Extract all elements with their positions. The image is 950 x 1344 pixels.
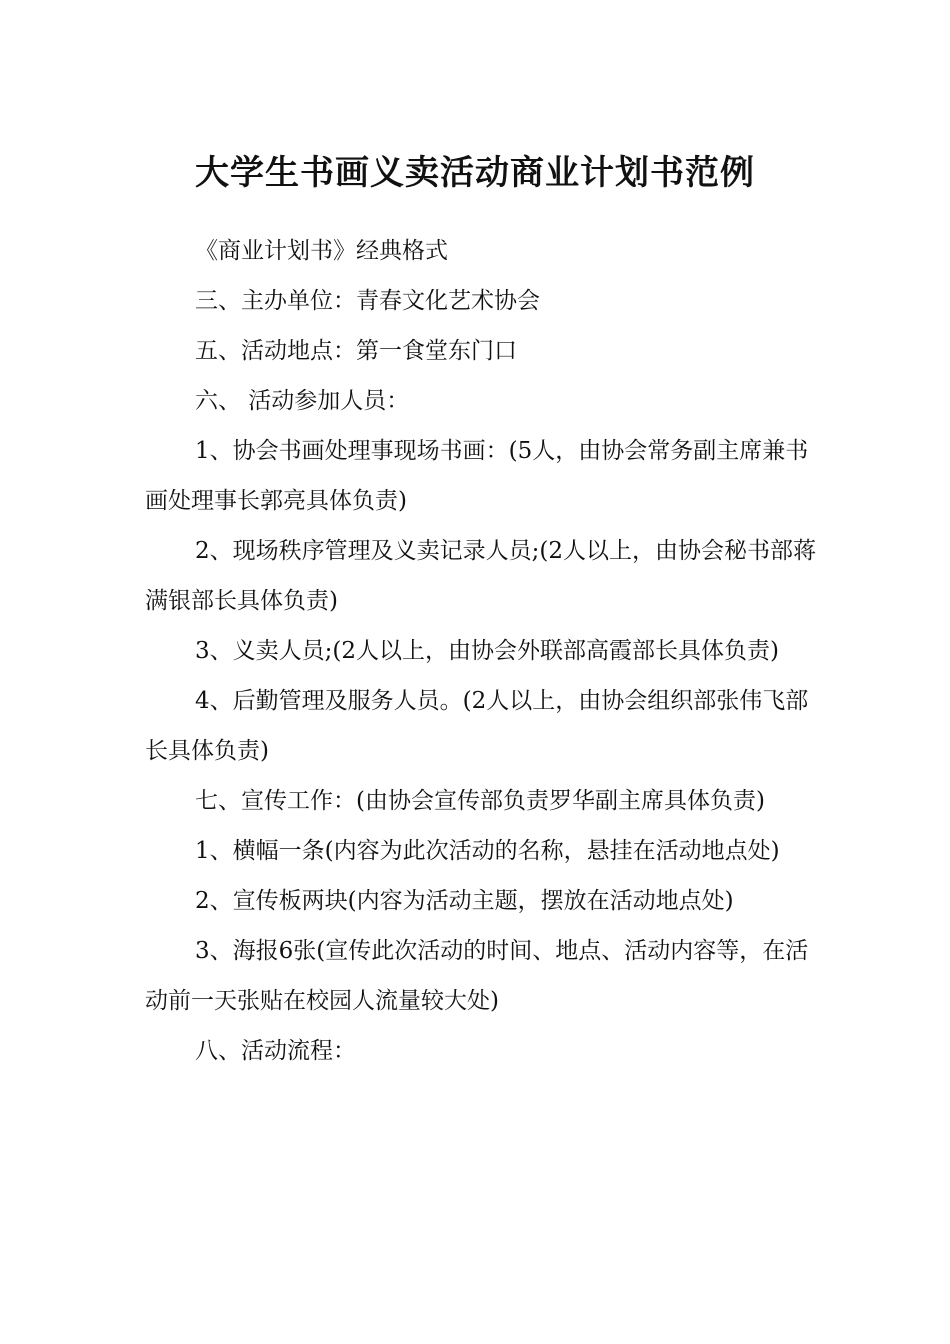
document-title: 大学生书画义卖活动商业计划书范例 <box>195 152 755 193</box>
paragraph-participant-3: 3、义卖人员;(2人以上，由协会外联部高霞部长具体负责) <box>195 638 779 664</box>
paragraph-venue: 五、活动地点：第一食堂东门口 <box>195 338 517 364</box>
paragraph-participant-2: 2、现场秩序管理及义卖记录人员;(2人以上，由协会秘书部蒋满银部长具体负责) <box>145 538 816 614</box>
paragraph-publicity-1: 1、横幅一条(内容为此次活动的名称，悬挂在活动地点处) <box>195 838 780 864</box>
paragraph-participant-4: 4、后勤管理及服务人员。(2人以上，由协会组织部张伟飞部长具体负责) <box>145 688 809 764</box>
document-body <box>145 226 825 1076</box>
paragraph-format-heading: 《商业计划书》经典格式 <box>195 238 448 264</box>
paragraph-publicity-heading: 七、宣传工作：(由协会宣传部负责罗华副主席具体负责) <box>195 788 765 814</box>
paragraph-publicity-2: 2、宣传板两块(内容为活动主题，摆放在活动地点处) <box>195 888 734 914</box>
paragraph-process-heading: 八、活动流程： <box>195 1038 356 1064</box>
paragraph-participants-heading: 六、 活动参加人员： <box>195 388 410 414</box>
paragraph-participant-1: 1、协会书画处理事现场书画：(5人，由协会常务副主席兼书画处理事长郭亮具体负责) <box>145 438 809 514</box>
paragraph-organizer: 三、主办单位：青春文化艺术协会 <box>195 288 540 314</box>
paragraph-publicity-3: 3、海报6张(宣传此次活动的时间、地点、活动内容等，在活动前一天张贴在校园人流量较大处) <box>145 938 809 1014</box>
